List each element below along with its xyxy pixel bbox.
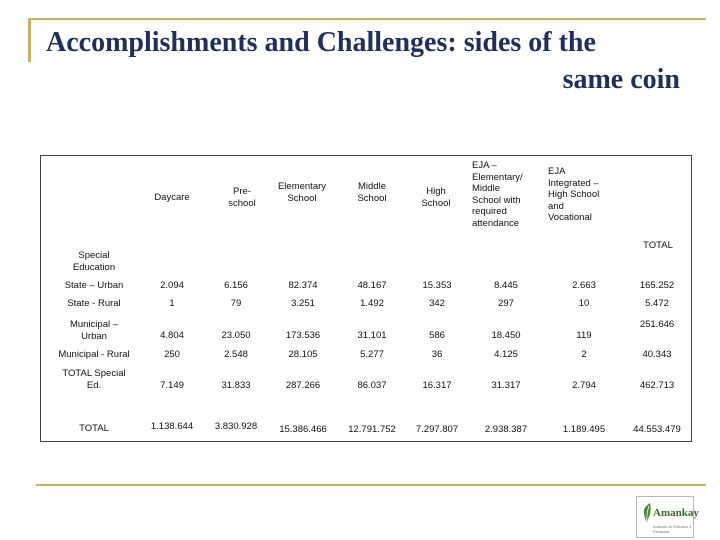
table-cell: 79 (230, 298, 242, 309)
table-cell: 31.833 (221, 380, 251, 391)
table-cell: 6.156 (224, 280, 248, 291)
table-cell: 7.149 (160, 380, 184, 391)
decor-bottom-rule (36, 484, 706, 486)
table-cell: 251.646 (639, 319, 675, 330)
slide-title-line2: same coin (562, 64, 680, 95)
decor-top-rule (28, 18, 706, 20)
table-cell: 119 (576, 330, 592, 341)
table-cell: 15.353 (422, 280, 452, 291)
table-cell: 12.791.752 (348, 424, 396, 435)
logo-tagline: Instituto de Estudos e Pesquisa (653, 524, 692, 534)
table-cell: 7.297.807 (415, 424, 459, 435)
table-cell: 5.472 (645, 298, 669, 309)
row-label-municipal-urban: Municipal – Urban (69, 319, 119, 342)
table-cell: 18.450 (491, 330, 521, 341)
table-cell: 15.386.466 (279, 424, 327, 435)
slide-title (46, 24, 680, 98)
table-cell: 462.713 (639, 380, 675, 391)
decor-corner-vertical (28, 18, 31, 62)
table-cell: 173.536 (285, 330, 321, 341)
table-cell: 1.189.495 (562, 424, 606, 435)
col-header-eja-integrated: EJA Integrated – High School and Vocational (548, 166, 600, 223)
table-cell: 28.105 (288, 349, 318, 360)
row-label-special-education: Special Education (72, 250, 116, 273)
table-cell: 10 (578, 298, 590, 309)
table-cell: 1.138.644 (150, 421, 194, 432)
col-header-elementary: Elementary School (277, 181, 327, 204)
col-header-daycare: Daycare (154, 192, 190, 203)
table-cell: 48.167 (357, 280, 387, 291)
table-cell: 297 (498, 298, 514, 309)
col-header-middle: Middle School (357, 181, 387, 204)
row-label-total: TOTAL (79, 423, 109, 434)
table-cell: 82.374 (288, 280, 318, 291)
table-cell: 31.317 (491, 380, 521, 391)
table-cell: 165.252 (639, 280, 675, 291)
table-cell: 2.663 (572, 280, 596, 291)
col-header-preschool: Pre- school (228, 186, 256, 209)
table-cell: 287.266 (285, 380, 321, 391)
table-cell: 31.101 (357, 330, 387, 341)
table-cell: 2 (581, 349, 587, 360)
table-cell: 4.125 (494, 349, 518, 360)
row-label-state-urban: State – Urban (64, 280, 124, 291)
table-cell: 5.277 (360, 349, 384, 360)
table-cell: 2.548 (224, 349, 248, 360)
row-label-municipal-rural: Municipal - Rural (58, 349, 130, 360)
col-header-high: High School (421, 186, 451, 209)
amankay-logo (636, 496, 699, 538)
table-cell: 16.317 (422, 380, 452, 391)
table-cell: 86.037 (357, 380, 387, 391)
table-cell: 2.938.387 (484, 424, 528, 435)
table-cell: 586 (429, 330, 445, 341)
table-cell: 2.094 (160, 280, 184, 291)
col-header-total: TOTAL (643, 240, 673, 251)
table-cell: 44.553.479 (633, 424, 681, 435)
table-cell: 250 (164, 349, 180, 360)
row-label-total-special-ed: TOTAL Special Ed. (62, 368, 126, 391)
table-cell: 1 (169, 298, 175, 309)
table-cell: 3.251 (291, 298, 315, 309)
slide-title-line1: Accomplishments and Challenges: sides of the (46, 27, 596, 58)
table-cell: 3.830.928 (214, 421, 258, 432)
table-cell: 2.794 (572, 380, 596, 391)
col-header-eja-elementary: EJA – Elementary/ Middle School with required attendance (472, 160, 523, 229)
leaf-icon (641, 502, 653, 528)
table-cell: 1.492 (360, 298, 384, 309)
table-cell: 342 (429, 298, 445, 309)
row-label-state-rural: State - Rural (67, 298, 121, 309)
table-cell: 8.445 (494, 280, 518, 291)
logo-name: Amankay (653, 507, 699, 519)
table-cell: 4.804 (160, 330, 184, 341)
table-cell: 40.343 (642, 349, 672, 360)
table-cell: 23.050 (221, 330, 251, 341)
table-cell: 36 (431, 349, 443, 360)
table-bottom-border (41, 441, 691, 442)
